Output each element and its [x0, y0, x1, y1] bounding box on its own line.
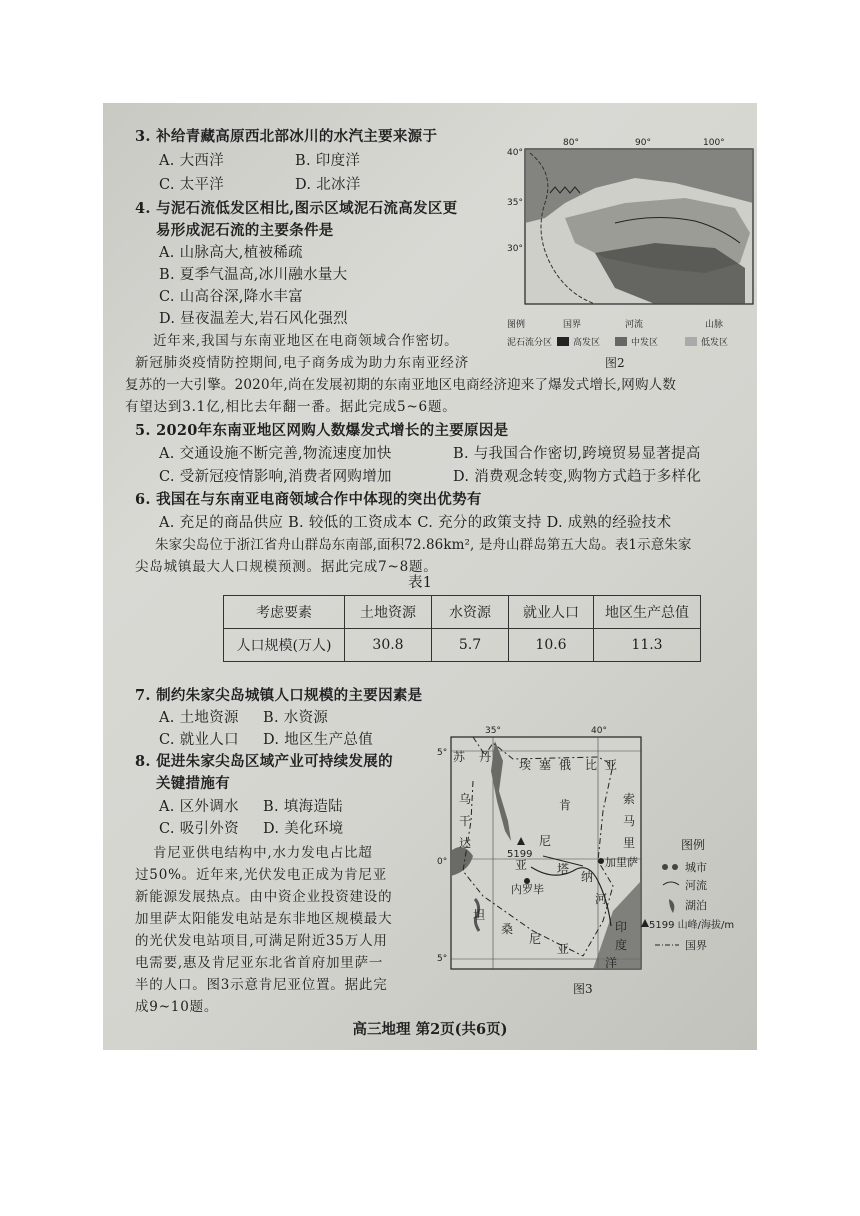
- q4-option-d: D. 昼夜温差大,岩石风化强烈: [159, 311, 348, 327]
- fig3-ocean-label: 洋: [605, 956, 618, 970]
- fig3-label: 尼: [539, 834, 552, 848]
- fig3-legend-river-icon: [663, 882, 679, 885]
- fig2-legend-title: 图例: [507, 320, 526, 330]
- table1-header: 水资源: [432, 596, 509, 629]
- table1-header: 地区生产总值: [594, 596, 701, 629]
- fig3-legend-peak-icon: [641, 919, 649, 927]
- q4-stem-line2: 易形成泥石流的主要条件是: [156, 222, 334, 239]
- fig3-label: 里: [623, 836, 636, 850]
- q3-stem: 3. 补给青藏高原西北部冰川的水汽主要来源于: [135, 128, 438, 145]
- q4-option-b: B. 夏季气温高,冰川融水量大: [159, 267, 348, 283]
- table1-cell: 10.6: [509, 629, 594, 662]
- q5-option-b: B. 与我国合作密切,跨境贸易显著提高: [453, 446, 701, 462]
- q3-option-a: A. 大西洋: [159, 153, 224, 169]
- table1: [223, 595, 701, 662]
- fig3-legend-peak: 5199 山峰/海拔/m: [649, 920, 735, 931]
- fig3-ocean-label: 度: [615, 938, 628, 952]
- fig3-label: 尼: [529, 932, 542, 946]
- q8-stem-line2: 关键措施有: [156, 775, 230, 792]
- fig3-label: 俄: [559, 758, 572, 772]
- passage3-line: 新能源发展热点。由中资企业投资建设的: [135, 889, 393, 905]
- q7-option-b: B. 水资源: [263, 710, 329, 726]
- q8-stem-line1: 8. 促进朱家尖岛区域产业可持续发展的: [135, 753, 393, 770]
- table1-header: 就业人口: [509, 596, 594, 629]
- fig3-legend-lake-icon: [669, 899, 674, 913]
- fig3-label: 乌: [459, 792, 472, 806]
- q6-options: A. 充足的商品供应 B. 较低的工资成本 C. 充分的政策支持 D. 成熟的经验技术: [159, 515, 672, 531]
- passage3-line: 的光伏发电站项目,可满足附近35万人用: [135, 933, 388, 949]
- fig2-legend-low-swatch: [685, 337, 697, 346]
- q7-option-a: A. 土地资源: [159, 710, 239, 726]
- table1-header: 考虑要素: [224, 596, 345, 629]
- fig3-city-garissa: 加里萨: [605, 856, 638, 869]
- fig2-legend-high-swatch: [557, 337, 569, 346]
- fig3-lat-0: 0°: [437, 857, 448, 867]
- fig2-lon-100: 100°: [703, 138, 725, 148]
- fig3-legend-lake: 湖泊: [685, 899, 707, 912]
- fig3-label: 亚: [557, 942, 570, 956]
- q5-option-a: A. 交通设施不断完善,物流速度加快: [159, 446, 392, 462]
- passage1-line4: 有望达到3.1亿,相比去年翻一番。据此完成5~6题。: [125, 399, 457, 415]
- fig3-lon-40: 40°: [591, 726, 607, 736]
- q5-option-d: D. 消费观念转变,购物方式趋于多样化: [453, 469, 702, 485]
- fig3-label: 比: [585, 758, 598, 772]
- q4-option-c: C. 山高谷深,降水丰富: [159, 289, 304, 305]
- q5-option-c: C. 受新冠疫情影响,消费者网购增加: [159, 469, 392, 485]
- figure-3-map: [433, 721, 755, 1017]
- passage3-line: 成9~10题。: [135, 999, 219, 1015]
- page-footer: 高三地理 第2页(共6页): [352, 1021, 508, 1038]
- q3-option-d: D. 北冰洋: [295, 177, 361, 193]
- fig3-lon-35: 35°: [485, 726, 501, 736]
- fig2-legend-zone: 泥石流分区: [507, 338, 553, 348]
- passage3-line: 过50%。近年来,光伏发电正成为肯尼亚: [135, 867, 387, 883]
- fig3-label: 坦: [473, 908, 486, 922]
- q8-option-a: A. 区外调水: [159, 799, 239, 815]
- q3-option-c: C. 太平洋: [159, 177, 225, 193]
- fig2-legend-low: 低发区: [701, 338, 729, 348]
- passage3-line: 电需要,惠及肯尼亚东北省首府加里萨一: [135, 955, 384, 971]
- q7-option-c: C. 就业人口: [159, 732, 239, 748]
- fig2-legend-mid: 中发区: [631, 338, 659, 348]
- fig3-peak-label: 5199: [507, 849, 533, 860]
- fig3-lat-5n: 5°: [437, 748, 448, 758]
- fig3-city-nairobi: 内罗毕: [511, 883, 544, 896]
- fig3-label: 苏: [453, 750, 466, 764]
- q6-stem: 6. 我国在与东南亚电商领域合作中体现的突出优势有: [135, 491, 482, 508]
- fig3-legend-title: 图例: [681, 838, 706, 852]
- table1-row-label: 人口规模(万人): [224, 629, 345, 662]
- q7-stem: 7. 制约朱家尖岛城镇人口规模的主要因素是: [135, 687, 423, 704]
- table1-header: 土地资源: [345, 596, 432, 629]
- q8-option-d: D. 美化环境: [263, 821, 344, 837]
- fig3-label: 桑: [501, 922, 514, 936]
- fig3-legend-river: 河流: [685, 879, 707, 892]
- fig3-label: 塞: [539, 758, 552, 772]
- fig3-label: 索: [623, 792, 636, 806]
- passage2-line2: 尖岛城镇最大人口规模预测。据此完成7~8题。: [135, 559, 438, 575]
- fig2-lon-80: 80°: [563, 138, 579, 148]
- fig3-city-garissa-marker: [598, 858, 604, 864]
- fig3-legend-city-icon-2: [672, 864, 678, 870]
- fig3-label: 塔: [557, 862, 570, 876]
- table1-title: 表1: [408, 575, 433, 591]
- fig3-legend-city-icon: [662, 864, 668, 870]
- fig2-legend-river: 河流: [625, 320, 644, 330]
- q4-option-a: A. 山脉高大,植被稀疏: [159, 245, 303, 261]
- fig3-label: 纳: [581, 870, 594, 884]
- fig2-lat-30: 30°: [507, 244, 523, 254]
- table1-row: [224, 629, 701, 662]
- fig2-legend-border: 国界: [563, 320, 582, 330]
- fig3-lat-5s: 5°: [437, 954, 448, 964]
- table1-header-row: [224, 596, 701, 629]
- fig3-label: 干: [459, 814, 472, 828]
- fig3-label: 马: [623, 814, 636, 828]
- fig3-caption: 图3: [573, 982, 593, 996]
- table1-cell: 11.3: [594, 629, 701, 662]
- table1-cell: 30.8: [345, 629, 432, 662]
- passage3-line: 加里萨太阳能发电站是东非地区规模最大: [135, 911, 393, 927]
- table1-cell: 5.7: [432, 629, 509, 662]
- fig3-label: 亚: [515, 858, 528, 872]
- passage3-line: 肯尼亚供电结构中,水力发电占比超: [153, 845, 373, 861]
- fig3-ocean-label: 印: [615, 920, 628, 934]
- fig3-label: 河: [595, 892, 608, 906]
- fig3-label: 亚: [605, 758, 618, 772]
- fig2-caption: 图2: [605, 356, 625, 370]
- passage1-line2: 新冠肺炎疫情防控期间,电子商务成为助力东南亚经济: [135, 355, 469, 371]
- q4-stem-line1: 4. 与泥石流低发区相比,图示区域泥石流高发区更: [135, 200, 458, 217]
- q3-option-b: B. 印度洋: [295, 153, 361, 169]
- passage3-line: 半的人口。图3示意肯尼亚位置。据此完: [135, 977, 388, 993]
- fig3-legend-border: 国界: [685, 939, 707, 952]
- fig3-label: 肯: [559, 798, 572, 812]
- q8-option-c: C. 吸引外资: [159, 821, 239, 837]
- figure-2-map: [505, 133, 755, 373]
- fig2-legend-mid-swatch: [615, 337, 627, 346]
- fig2-lat-40: 40°: [507, 148, 523, 158]
- passage1-line3: 复苏的一大引擎。2020年,尚在发展初期的东南亚地区电商经济迎来了爆发式增长,网购人数: [125, 377, 677, 393]
- fig2-lon-90: 90°: [635, 138, 651, 148]
- fig3-label: 达: [459, 836, 472, 850]
- fig3-label: 埃: [519, 758, 532, 772]
- passage2-line1: 朱家尖岛位于浙江省舟山群岛东南部,面积72.86km², 是舟山群岛第五大岛。表1示意朱家: [155, 537, 692, 553]
- fig3-label: 丹: [479, 750, 492, 764]
- q5-stem: 5. 2020年东南亚地区网购人数爆发式增长的主要原因是: [135, 422, 509, 439]
- fig3-legend-city: 城市: [685, 861, 707, 874]
- q7-option-d: D. 地区生产总值: [263, 732, 374, 748]
- passage1-line1: 近年来,我国与东南亚地区在电商领域合作密切。: [153, 333, 459, 349]
- fig2-lat-35: 35°: [507, 198, 523, 208]
- q8-option-b: B. 填海造陆: [263, 799, 343, 815]
- fig2-legend-mountain: 山脉: [705, 320, 724, 330]
- fig2-legend-high: 高发区: [573, 338, 601, 348]
- exam-page-photo: [103, 103, 757, 1050]
